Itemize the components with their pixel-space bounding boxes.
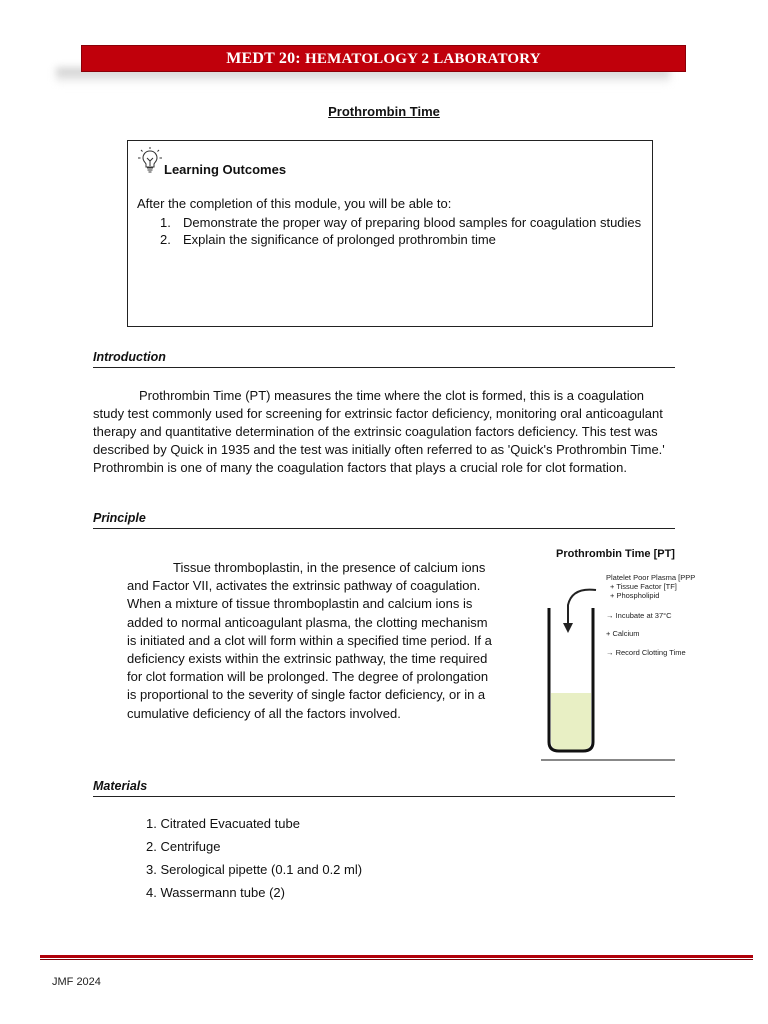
introduction-paragraph [93, 387, 675, 477]
footer-divider [40, 955, 753, 958]
figure-note: Platelet Poor Plasma [PPP [606, 573, 696, 582]
lightbulb-icon [137, 146, 163, 174]
principle-paragraph [127, 559, 499, 723]
figure-note: → Record Clotting Time [606, 648, 686, 657]
document-title: Prothrombin Time [328, 104, 440, 119]
item-text: Explain the significance of prolonged prothrombin time [183, 232, 496, 247]
materials-heading: Materials [93, 779, 675, 797]
figure-note: + Phospholipid [610, 591, 660, 600]
item-text: Demonstrate the proper way of preparing blood samples for coagulation studies [183, 215, 642, 230]
footer-text: JMF 2024 [52, 976, 101, 988]
course-header-title [226, 50, 541, 68]
materials-list [146, 814, 362, 906]
list-item: 1. Citrated Evacuated tube [146, 816, 300, 831]
course-title: HEMATOLOGY 2 LABORATORY [305, 50, 541, 67]
figure-title: Prothrombin Time [PT] [556, 548, 675, 560]
introduction-heading: Introduction [93, 350, 675, 368]
learning-outcome-item [160, 231, 650, 248]
principle-heading: Principle [93, 511, 675, 529]
pt-figure [536, 543, 696, 761]
test-tube-drawing [536, 543, 678, 761]
learning-outcomes-heading: Learning Outcomes [164, 162, 287, 177]
list-item: 2. Centrifuge [146, 839, 221, 854]
footer-divider-thin [40, 959, 753, 960]
plasma-fill [551, 693, 591, 750]
figure-note: → Incubate at 37°C [606, 611, 672, 620]
item-number: 2. [160, 232, 171, 247]
course-code: MEDT 20: [226, 49, 301, 67]
principle-text: Tissue thromboplastin, in the presence of calcium ions and Factor VII, activates the extrinsic pathway of coagulation. When a mixture of tissue thromboplastin and calcium ions is added to normal anticoagulant plasma, the clotting mechanism is initiated and a clot will form within a specified time period. If a deficiency exists within the extrinsic pathway, the time required for clot formation will be prolonged. The degree of prolongation is proportional to the severity of single factor deficiency, or in a cumulative deficiency of all the factors involved. [127, 560, 492, 721]
list-item: 3. Serological pipette (0.1 and 0.2 ml) [146, 862, 363, 877]
figure-note: + Calcium [606, 629, 640, 638]
list-item: 4. Wassermann tube (2) [146, 885, 285, 900]
item-number: 1. [160, 215, 171, 230]
figure-note: + Tissue Factor [TF] [610, 582, 677, 591]
learning-outcomes-box [127, 140, 653, 327]
introduction-text: Prothrombin Time (PT) measures the time where the clot is formed, this is a coagulation study test commonly used for screening for extrinsic factor deficiency, monitoring oral anticoagulant therapy and quantitative determination of the extrinsic coagulation factors deficiency. This test was described by Quick in 1935 and the test was initially often referred to as 'Quick's Prothrombin Time.' Prothrombin is one of many the coagulation factors that plays a crucial role for clot formation. [93, 388, 665, 475]
learning-outcome-item [160, 214, 650, 231]
learning-outcomes-intro: After the completion of this module, you will be able to: [137, 196, 452, 211]
course-header-bar [81, 45, 686, 72]
learning-outcomes-list [160, 214, 650, 248]
